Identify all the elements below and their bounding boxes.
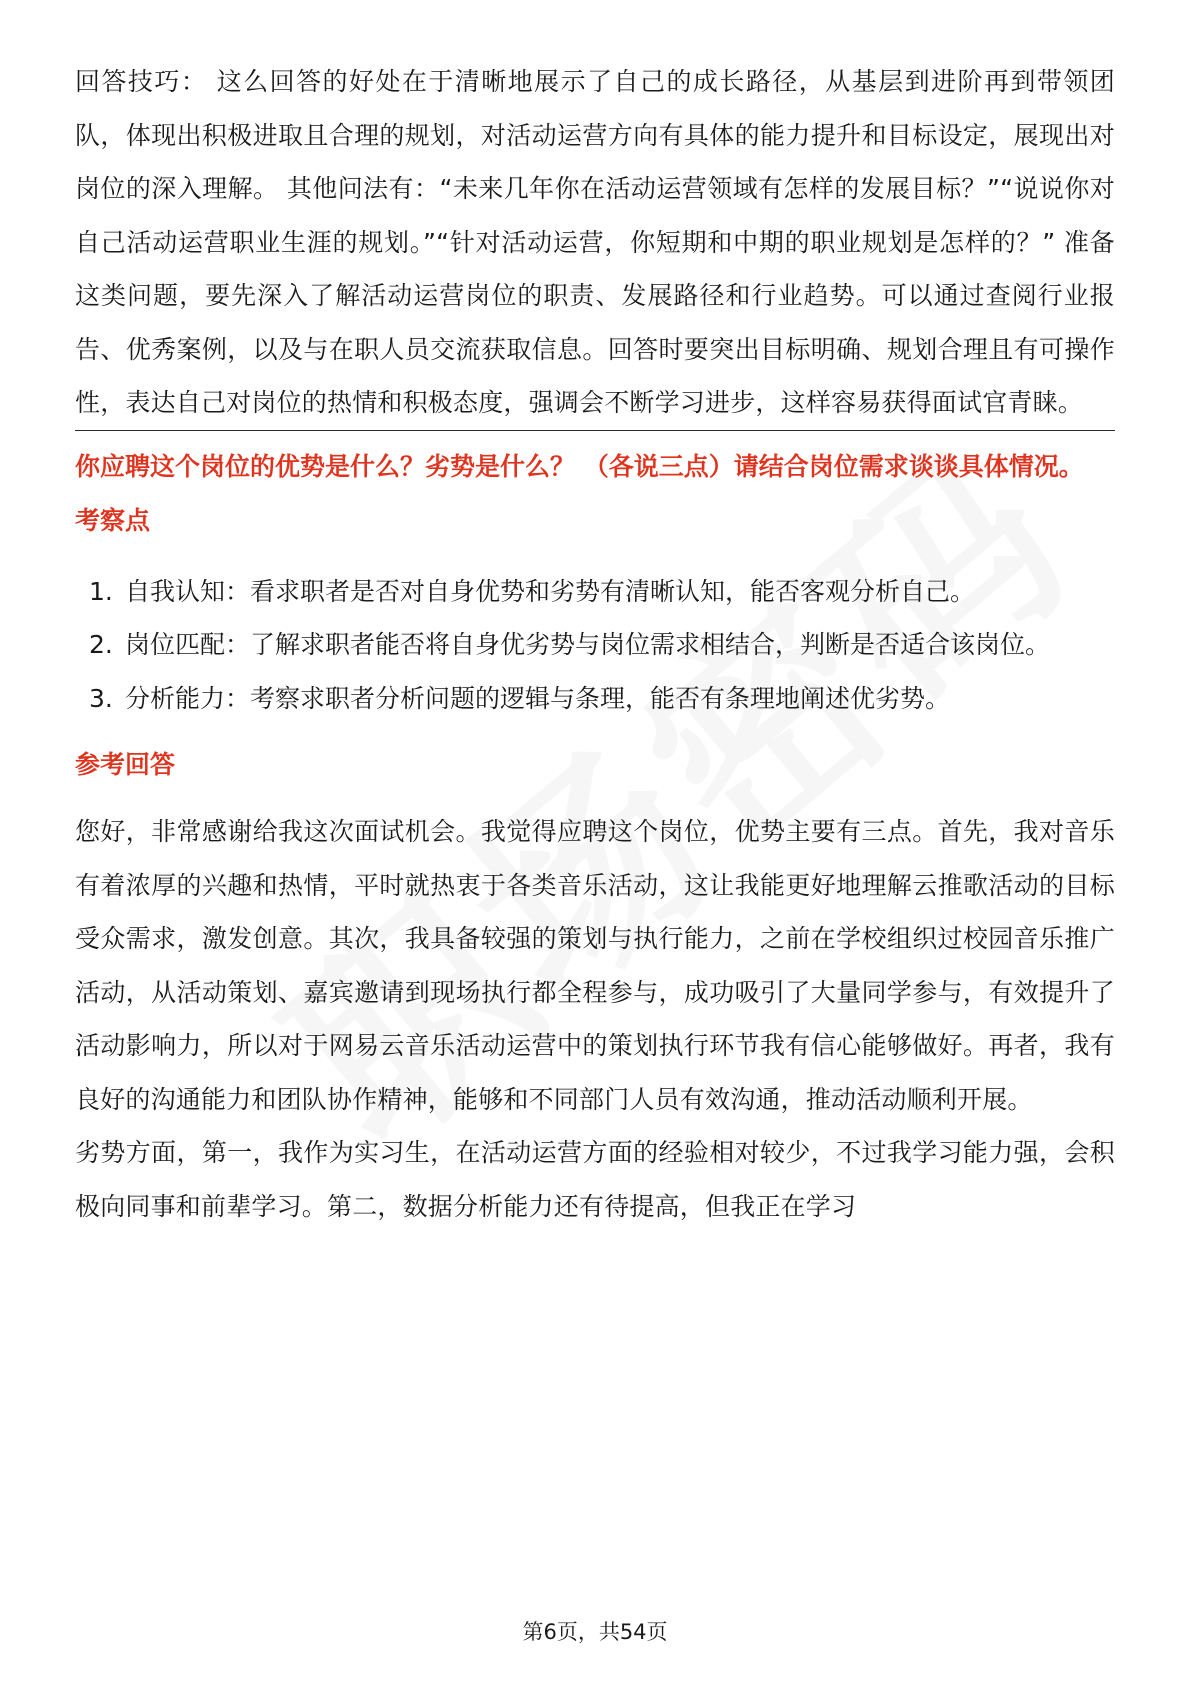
question-heading: 你应聘这个岗位的优势是什么？劣势是什么？ （各说三点）请结合岗位需求谈谈具体情况。 [75, 451, 1084, 481]
list-item-number: 2. [89, 630, 113, 659]
list-item-text: 岗位匹配：了解求职者能否将自身优劣势与岗位需求相结合，判断是否适合该岗位。 [125, 630, 1051, 659]
list-item-number: 1. [89, 576, 113, 606]
inspection-points-title: 考察点 [75, 505, 151, 535]
list-item-text: 自我认知：看求职者是否对自身优势和劣势有清晰认知，能否客观分析自己。 [125, 576, 976, 606]
inspection-points-list [75, 565, 1115, 726]
page-content [75, 55, 1115, 1233]
list-item-number: 3. [89, 683, 113, 713]
answer-paragraph-1: 您好，非常感谢给我这次面试机会。我觉得应聘这个岗位，优势主要有三点。首先，我对音乐有着浓厚的兴趣和热情，平时就热衷于各类音乐活动，这让我能更好地理解云推歌活动的目标受众需求，激发创意。其次，我具备较强的策划与执行能力，之前在学校组织过校园音乐推广活动，从活动策划、嘉宾邀请到现场执行都全程参与，成功吸引了大量同学参与，有效提升了活动影响力，所以对于网易云音乐活动运营中的策划执行环节我有信心能够做好。再者，我有良好的沟通能力和团队协作精神，能够和不同部门人员有效沟通，推动活动顺利开展。 [75, 817, 1115, 1114]
answer-paragraph-2: 劣势方面，第一，我作为实习生，在活动运营方面的经验相对较少，不过我学习能力强，会积极向同事和前辈学习。第二，数据分析能力还有待提高，但我正在学习 [75, 1138, 1115, 1221]
section-divider [75, 430, 1115, 431]
reference-answer-title: 参考回答 [75, 750, 176, 779]
answer-tips-paragraph: 回答技巧： 这么回答的好处在于清晰地展示了自己的成长路径，从基层到进阶再到带领团队，体现出积极进取且合理的规划，对活动运营方向有具体的能力提升和目标设定，展现出对岗位的深入理解。 其他问法有：“未来几年你在活动运营领域有怎样的发展目标？”“说说你对自己活动运营职业生涯的规划。”“针对活动运营，你短期和中期的职业规划是怎样的？” 准备这类问题，要先深入了解活动运营岗位的职责、发展路径和行业趋势。可以通过查阅行业报告、优秀案例，以及与在职人员交流获取信息。回答时要突出目标明确、规划合理且有可操作性，表达自己对岗位的热情和积极态度，强调会不断学习进步，这样容易获得面试官青睐。 [75, 67, 1115, 417]
page-number-footer: 第6页，共54页 [522, 1620, 668, 1644]
list-item [75, 565, 1115, 619]
list-item [75, 618, 1115, 672]
list-item-text: 分析能力：考察求职者分析问题的逻辑与条理，能否有条理地阐述优劣势。 [125, 683, 951, 713]
list-item [75, 672, 1115, 726]
